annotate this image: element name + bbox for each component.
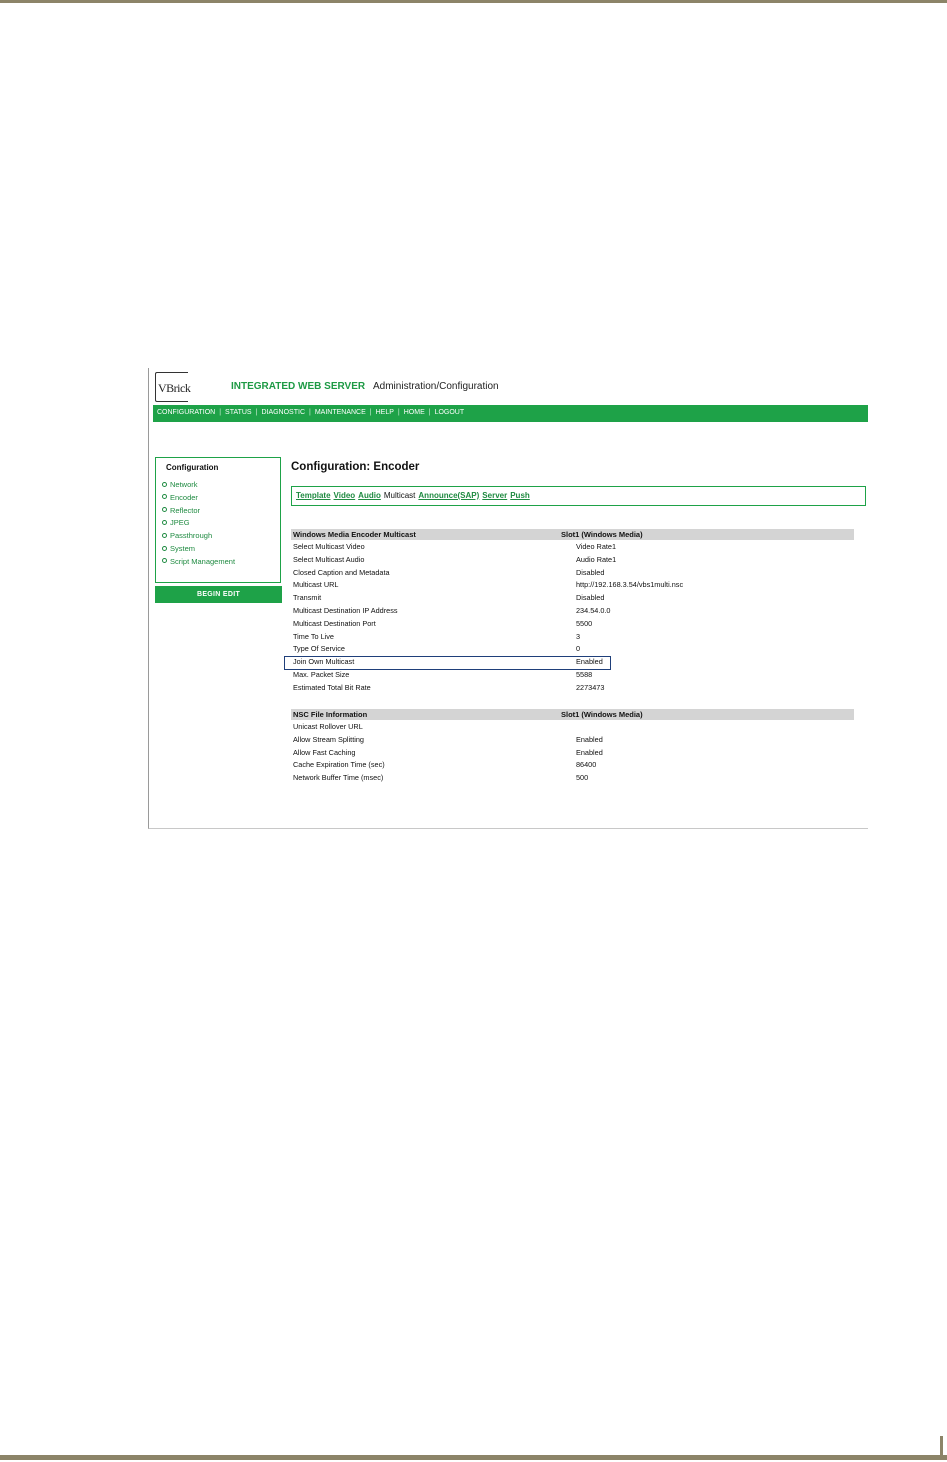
nsc-file-table xyxy=(291,709,854,784)
row-value: 0 xyxy=(576,644,581,654)
nav-item-logout[interactable]: LOGOUT xyxy=(434,409,465,416)
tab-server[interactable]: Server xyxy=(482,491,508,500)
top-rule xyxy=(0,0,947,3)
nav-item-help[interactable]: HELP xyxy=(375,409,394,416)
table-row xyxy=(291,771,854,784)
sidebar-title: Configuration xyxy=(166,463,219,472)
top-nav-bar xyxy=(153,405,868,422)
row-value: 86400 xyxy=(576,760,597,770)
nav-item-status[interactable]: STATUS xyxy=(225,409,252,416)
column-header: Slot1 (Windows Media) xyxy=(561,710,643,719)
web-interface-screenshot xyxy=(148,368,868,829)
bullet-icon xyxy=(162,520,167,525)
row-value: 5500 xyxy=(576,618,593,628)
row-value: Enabled xyxy=(576,734,603,744)
table-row xyxy=(291,746,854,759)
sidebar-item-network[interactable] xyxy=(162,479,235,492)
row-value: Audio Rate1 xyxy=(576,554,617,564)
nav-separator: | xyxy=(309,409,311,416)
tab-audio[interactable]: Audio xyxy=(358,491,381,500)
sidebar-item-passthrough[interactable] xyxy=(162,530,235,543)
column-header: Windows Media Encoder Multicast xyxy=(293,530,416,539)
tab-video[interactable]: Video xyxy=(333,491,356,500)
row-label: Max. Packet Size xyxy=(293,669,350,679)
row-value: Enabled xyxy=(576,657,603,667)
table-row xyxy=(291,733,854,746)
vbrick-logo xyxy=(155,372,189,402)
encoder-tab-bar xyxy=(291,486,866,506)
bullet-icon xyxy=(162,558,167,563)
nav-item-home[interactable]: HOME xyxy=(403,409,425,416)
bullet-icon xyxy=(162,546,167,551)
table-row xyxy=(291,720,854,733)
row-label: Time To Live xyxy=(293,631,334,641)
nav-separator: | xyxy=(397,409,400,416)
bottom-rule xyxy=(0,1455,947,1460)
app-title: INTEGRATED WEB SERVER xyxy=(231,381,366,392)
nav-item-diagnostic[interactable]: DIAGNOSTIC xyxy=(261,409,305,416)
sidebar-item-encoder[interactable] xyxy=(162,492,235,505)
app-subtitle: Administration/Configuration xyxy=(373,381,499,392)
nav-separator: | xyxy=(369,409,372,416)
sidebar-item-label: Passthrough xyxy=(170,531,213,541)
page-title: Configuration: Encoder xyxy=(291,461,420,473)
row-label: Select Multicast Video xyxy=(293,542,365,551)
row-value: http://192.168.3.54/vbs1multi.nsc xyxy=(576,580,684,590)
bullet-icon xyxy=(162,533,167,538)
table-row xyxy=(291,566,854,579)
tab-announce-sap[interactable]: Announce(SAP) xyxy=(418,491,480,500)
nav-item-maintenance[interactable]: MAINTENANCE xyxy=(314,409,366,416)
tab-template[interactable]: Template xyxy=(296,491,331,500)
sidebar-item-script-management[interactable] xyxy=(162,556,235,569)
sidebar-item-jpeg[interactable] xyxy=(162,517,235,530)
begin-edit-button[interactable]: BEGIN EDIT xyxy=(155,586,282,603)
column-header: NSC File Information xyxy=(293,710,368,719)
row-value: 5588 xyxy=(576,669,593,679)
table-row xyxy=(291,681,854,694)
row-label: Multicast URL xyxy=(293,580,339,590)
tab-row xyxy=(296,491,533,500)
row-value: Disabled xyxy=(576,567,605,577)
table-header xyxy=(291,529,854,540)
row-label: Closed Caption and Metadata xyxy=(293,567,390,577)
sidebar-item-label: System xyxy=(170,543,196,553)
sidebar-item-label: Encoder xyxy=(170,492,198,502)
sidebar-item-label: Network xyxy=(170,480,198,489)
table-row xyxy=(291,642,854,655)
column-header: Slot1 (Windows Media) xyxy=(561,530,643,539)
row-label: Estimated Total Bit Rate xyxy=(293,682,371,692)
bullet-icon xyxy=(162,482,167,487)
sidebar-item-label: Script Management xyxy=(170,556,236,566)
row-label: Network Buffer Time (msec) xyxy=(293,773,384,783)
sidebar-item-reflector[interactable] xyxy=(162,505,235,518)
row-value: 500 xyxy=(576,773,589,783)
row-label: Multicast Destination IP Address xyxy=(293,605,398,615)
bullet-icon xyxy=(162,507,167,512)
row-label: Join Own Multicast xyxy=(293,657,355,667)
logo-text: VBrick xyxy=(158,381,191,395)
table-row xyxy=(291,578,854,591)
row-label: Unicast Rollover URL xyxy=(293,722,363,731)
highlight-box xyxy=(284,656,611,670)
row-label: Type Of Service xyxy=(293,644,345,654)
row-value: 2273473 xyxy=(576,682,605,692)
sidebar-item-label: Reflector xyxy=(170,505,201,515)
table-row xyxy=(291,540,854,553)
row-label: Transmit xyxy=(293,593,322,603)
nav-separator: | xyxy=(255,409,258,416)
row-label: Allow Fast Caching xyxy=(293,747,356,757)
tab-push[interactable]: Push xyxy=(510,491,530,500)
table-row xyxy=(291,591,854,604)
sidebar-list xyxy=(162,479,235,569)
row-value: 234.54.0.0 xyxy=(576,605,611,615)
table-row xyxy=(291,617,854,630)
sidebar-item-system[interactable] xyxy=(162,543,235,556)
table-row xyxy=(291,553,854,566)
table-row xyxy=(291,604,854,617)
row-label: Cache Expiration Time (sec) xyxy=(293,760,385,770)
table-header xyxy=(291,709,854,720)
row-value: Disabled xyxy=(576,593,605,603)
nav-separator: | xyxy=(219,409,222,416)
nav-separator: | xyxy=(428,409,431,416)
row-value: 3 xyxy=(576,631,581,641)
page-edge-mark xyxy=(940,1436,943,1460)
tab-multicast: Multicast xyxy=(383,491,416,500)
table-row xyxy=(291,630,854,643)
sidebar-menu xyxy=(155,457,281,583)
row-label: Select Multicast Audio xyxy=(293,554,365,564)
row-label: Multicast Destination Port xyxy=(293,618,376,628)
nav-item-configuration[interactable]: CONFIGURATION xyxy=(157,409,216,416)
sidebar-item-label: JPEG xyxy=(170,518,190,528)
nav-items xyxy=(157,409,464,416)
row-value: Video Rate1 xyxy=(576,542,617,551)
row-value: Enabled xyxy=(576,747,603,757)
row-label: Allow Stream Splitting xyxy=(293,734,364,744)
bullet-icon xyxy=(162,494,167,499)
table-row xyxy=(291,758,854,771)
